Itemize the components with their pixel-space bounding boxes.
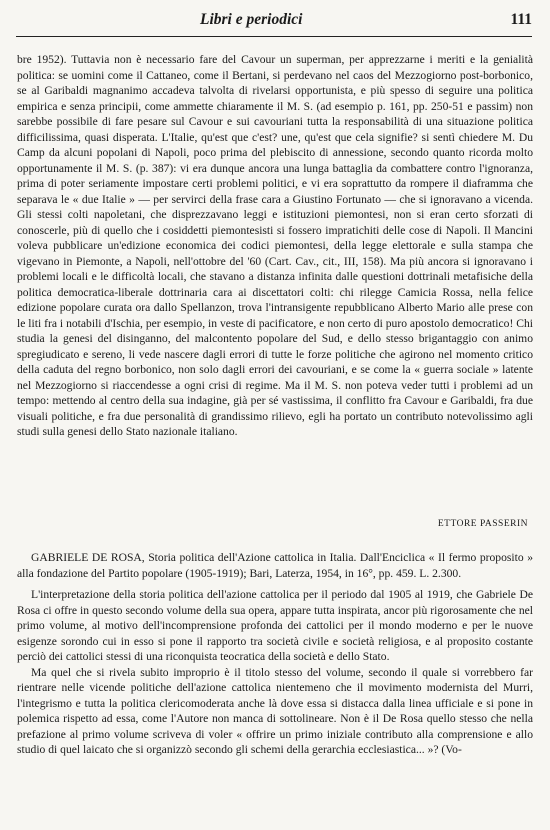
review-citation: GABRIELE DE ROSA, Storia politica dell'Azione cattolica in Italia. Dall'Enciclica « Il fermo proposito » alla fondazione del Partito popolare (1905-1919); Bari, Laterza, 1954, in 16°, pp. 459. L. 2.300. xyxy=(17,551,533,580)
review-paragraph: Ma quel che si rivela subito improprio è il titolo stesso del volume, secondo il quale si vorrebbero far rientrare nelle vicende politiche dell'azione cattolica nientemeno che il movimento modernista del Murri, l'integrismo e tutta la politica clericomoderata anche là dove essa si distacca dalla linea ufficiale e si pone in polemica rispetto ad essa, come l'Autore non manca di sottolineare. Non è il De Rosa quello stesso che nella prefazione al primo volume scriveva di voler « offrire un primo iniziale contributo alla comprensione e allo studio di quel laicato che si organizzò secondo gli schemi della gerarchia ecclesiastica... »? (Vo- xyxy=(17,665,533,756)
article-body xyxy=(17,52,533,440)
review-paragraph: L'interpretazione della storia politica dell'azione cattolica per il periodo dal 1905 al 1919, che Gabriele De Rosa ci offre in questo secondo volume della sua opera, appare tutta inspirata, ancor più rigorosamente che nel primo volume, al motivo dell'incomprensione profonda dei cattolici per il mondo moderno e per le nuove esigenze sorondo cui in esso si pone il rapporto tra società civile e società religiosa, e al proposito costante perciò dei cattolici stessi di una riconquista teocratica della società e dello Stato. xyxy=(17,588,533,663)
body-paragraph: bre 1952). Tuttavia non è necessario fare del Cavour un superman, per apprezzarne i meriti e la genialità politica: se uomini come il Cattaneo, come il Bertani, si perdevano nel caos del Mezzogiorno post-borbonico, se al Garibaldi magnanimo accadeva talvolta di rivelarsi opportunista, e più spesso di seguire una politica empirica e senza principii, come ammette chiaramente il M. S. (ad esempio p. 161, pp. 250-51 e passim) non sarebbe possibile di fare pesare sul Cavour e sui cavouriani tutta la responsabilità di una situazione politica difficilissima, quasi disperata. L'Italie, qu'est que c'est? une, qu'est que cela signifie? si sentì chiedere M. Du Camp da alcuni popolani di Napoli, poco prima del plebiscito di annessione, secondo quanto ricorda molto opportunamente il M. S. (p. 387): vi era dunque ancora una lunga battaglia da combattere contro l'ignoranza, prima di poter seriamente impostare certi problemi politici, e vi era soprattutto da rompere il diaframma che separava le « due Italie » — per servirci della frase cara a Giustino Fortunato — che si ignoravano a vicenda. Gli stessi colti napoletani, che disprezzavano leggi e istituzioni piemontesi, non si eran certo sforzati di conoscerle, più di quello che i cosiddetti piemontesisti si fossero impratichiti delle cose di Napoli. Il Mancini voleva pubblicare un'edizione economica dei codici piemontesi, della legge elettorale e sulla stampa che vigevano in Piemonte, a Napoli, nell'ottobre del '60 (Cart. Cav., cit., III, 158). Ma più ancora si ignoravano i problemi locali e le difficoltà locali, che stavano a distanza infinita dalle questioni dottrinali metafisiche della politica democratica-liberale dottrinaria cara ai discettatori colti: chi rilegge Camicia Rossa, nella felice edizione popolare curata ora dallo Spellanzon, trova l'intransigente repubblicano Alberto Mario alle prese con le liti fra i notabili d'Ischia, per esempio, in veste di pacificatore, e non certo di puro apostolo democratico! Chi studia la genesi del disinganno, del malcontento popolare del Sud, e dello stesso brigantaggio con animo spregiudicato e sereno, li vede nascere dagli errori di tutte le forze politiche che agirono nel momento critico della caduta del regno borbonico, non solo dagli errori dei cavouriani, e se come la « guerra sociale » latente nel Mezzogiorno si riaccendesse a ogni crisi di regime. Ma il M. S. non poteva veder tutti i problemi ad un tempo: mettendo al centro della sua indagine, già per sé vastissima, il conflitto fra Cavour e Garibaldi, fra due visuali politiche, e fra due personalità di grandissimo rilievo, egli ha portato un contributo notevolissimo agli studi sulla genesi dello Stato nazionale italiano. xyxy=(17,53,533,438)
running-title: Libri e periodici xyxy=(200,11,303,28)
page-number: 111 xyxy=(510,11,532,28)
author-signature: ETTORE PASSERIN xyxy=(437,519,528,529)
page-header xyxy=(16,8,532,37)
book-review xyxy=(17,550,533,758)
